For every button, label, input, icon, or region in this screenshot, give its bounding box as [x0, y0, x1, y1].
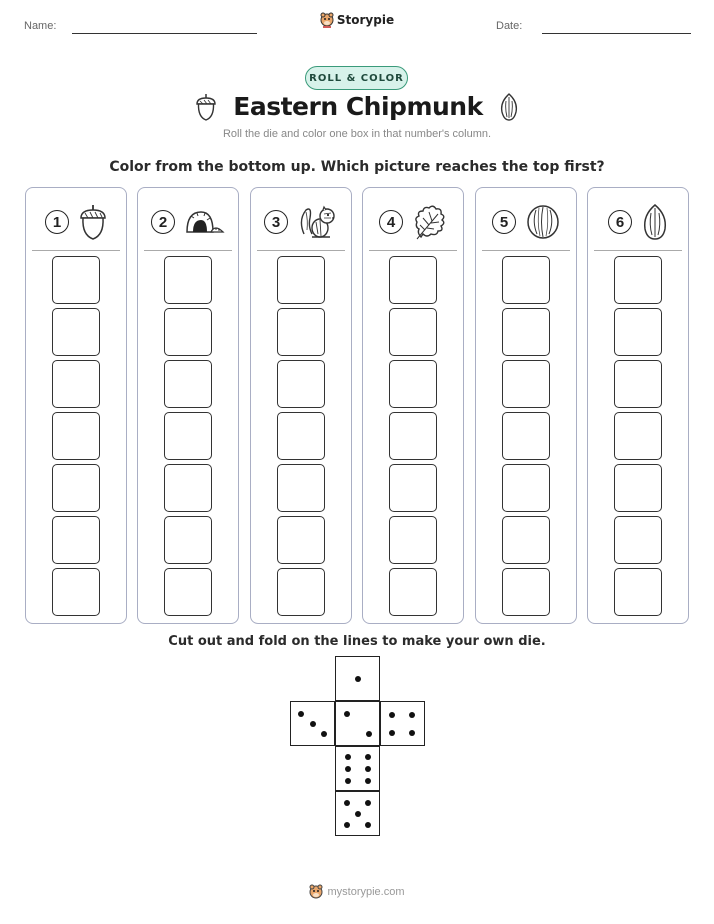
- column-divider: [32, 250, 120, 251]
- coloring-instruction: Color from the bottom up. Which picture reaches the top first?: [109, 159, 605, 175]
- color-box[interactable]: [614, 412, 662, 460]
- color-box[interactable]: [389, 568, 437, 616]
- column-number: 1: [45, 210, 69, 234]
- color-box[interactable]: [52, 412, 100, 460]
- color-box[interactable]: [164, 412, 212, 460]
- acorn-icon: [79, 203, 107, 241]
- pip: [409, 712, 415, 718]
- color-box[interactable]: [164, 256, 212, 304]
- column-header: [476, 202, 576, 242]
- burrow-icon: [185, 208, 225, 236]
- column-2: [137, 187, 239, 624]
- column-number: 2: [151, 210, 175, 234]
- die-face-2[interactable]: [335, 701, 380, 746]
- color-box[interactable]: [389, 360, 437, 408]
- die-face-1[interactable]: [335, 656, 380, 701]
- pip: [366, 731, 372, 737]
- brand-name: Storypie: [336, 13, 395, 27]
- color-box[interactable]: [614, 256, 662, 304]
- die-face-3[interactable]: [290, 701, 335, 746]
- column-divider: [257, 250, 345, 251]
- title-row: [0, 92, 714, 121]
- pip: [365, 822, 371, 828]
- color-box[interactable]: [502, 464, 550, 512]
- pip: [389, 712, 395, 718]
- color-box[interactable]: [277, 256, 325, 304]
- column-divider: [144, 250, 232, 251]
- date-line[interactable]: [542, 33, 691, 34]
- color-box[interactable]: [277, 516, 325, 564]
- sunflower-seed-icon: [499, 93, 519, 121]
- color-box[interactable]: [502, 516, 550, 564]
- subtitle: Roll the die and color one box in that number's column.: [222, 128, 492, 140]
- color-box[interactable]: [164, 464, 212, 512]
- name-label: Name:: [24, 20, 57, 32]
- column-1: [25, 187, 127, 624]
- pip: [365, 754, 371, 760]
- column-number: 4: [379, 210, 403, 234]
- die-face-4[interactable]: [380, 701, 425, 746]
- column-5: [475, 187, 577, 624]
- column-6: [587, 187, 689, 624]
- color-box[interactable]: [614, 464, 662, 512]
- column-number: 3: [264, 210, 288, 234]
- color-box[interactable]: [502, 256, 550, 304]
- pip: [355, 676, 361, 682]
- hazelnut-icon: [526, 204, 560, 240]
- color-box[interactable]: [52, 360, 100, 408]
- color-box[interactable]: [52, 568, 100, 616]
- color-box[interactable]: [502, 568, 550, 616]
- pip: [345, 754, 351, 760]
- color-box[interactable]: [502, 360, 550, 408]
- pip: [365, 766, 371, 772]
- pip: [365, 778, 371, 784]
- page-title: Eastern Chipmunk: [233, 92, 483, 121]
- column-divider: [594, 250, 682, 251]
- chipmunk-mascot-icon: [320, 12, 334, 28]
- color-box[interactable]: [389, 516, 437, 564]
- acorn-icon: [195, 93, 217, 121]
- chipmunk-icon: [298, 204, 338, 240]
- color-box[interactable]: [614, 308, 662, 356]
- color-box[interactable]: [389, 412, 437, 460]
- pip: [298, 711, 304, 717]
- color-box[interactable]: [614, 568, 662, 616]
- color-box[interactable]: [389, 256, 437, 304]
- pip: [355, 811, 361, 817]
- color-box[interactable]: [164, 516, 212, 564]
- column-number: 6: [608, 210, 632, 234]
- column-header: [251, 202, 351, 242]
- pip: [344, 822, 350, 828]
- color-box[interactable]: [164, 308, 212, 356]
- sunflower-seed-icon: [642, 203, 668, 241]
- color-box[interactable]: [277, 568, 325, 616]
- column-3: [250, 187, 352, 624]
- pip: [365, 800, 371, 806]
- color-box[interactable]: [164, 568, 212, 616]
- color-box[interactable]: [52, 516, 100, 564]
- column-divider: [369, 250, 457, 251]
- column-header: [138, 202, 238, 242]
- die-face-5[interactable]: [335, 791, 380, 836]
- footer-url[interactable]: mystorypie.com: [327, 886, 405, 898]
- color-box[interactable]: [614, 360, 662, 408]
- color-box[interactable]: [277, 308, 325, 356]
- color-box[interactable]: [52, 256, 100, 304]
- chipmunk-mascot-icon: [309, 884, 323, 900]
- column-header: [588, 202, 688, 242]
- color-box[interactable]: [52, 464, 100, 512]
- brand-logo: [0, 12, 714, 32]
- color-box[interactable]: [389, 308, 437, 356]
- activity-badge: ROLL & COLOR: [305, 66, 408, 90]
- color-box[interactable]: [389, 464, 437, 512]
- pip: [310, 721, 316, 727]
- pip: [345, 766, 351, 772]
- pip: [344, 711, 350, 717]
- color-box[interactable]: [277, 412, 325, 460]
- color-box[interactable]: [164, 360, 212, 408]
- footer: [0, 884, 714, 904]
- pip: [409, 730, 415, 736]
- name-line[interactable]: [72, 33, 257, 34]
- color-box[interactable]: [502, 308, 550, 356]
- die-instruction: Cut out and fold on the lines to make your own die.: [168, 634, 546, 649]
- color-box[interactable]: [52, 308, 100, 356]
- die-face-6[interactable]: [335, 746, 380, 791]
- date-label: Date:: [496, 20, 523, 32]
- pip: [321, 731, 327, 737]
- color-box[interactable]: [614, 516, 662, 564]
- color-box[interactable]: [277, 464, 325, 512]
- color-box[interactable]: [502, 412, 550, 460]
- pip: [389, 730, 395, 736]
- column-number: 5: [492, 210, 516, 234]
- column-header: [363, 202, 463, 242]
- color-box[interactable]: [277, 360, 325, 408]
- column-header: [26, 202, 126, 242]
- oak-leaf-icon: [413, 203, 447, 241]
- pip: [344, 800, 350, 806]
- column-divider: [482, 250, 570, 251]
- column-4: [362, 187, 464, 624]
- pip: [345, 778, 351, 784]
